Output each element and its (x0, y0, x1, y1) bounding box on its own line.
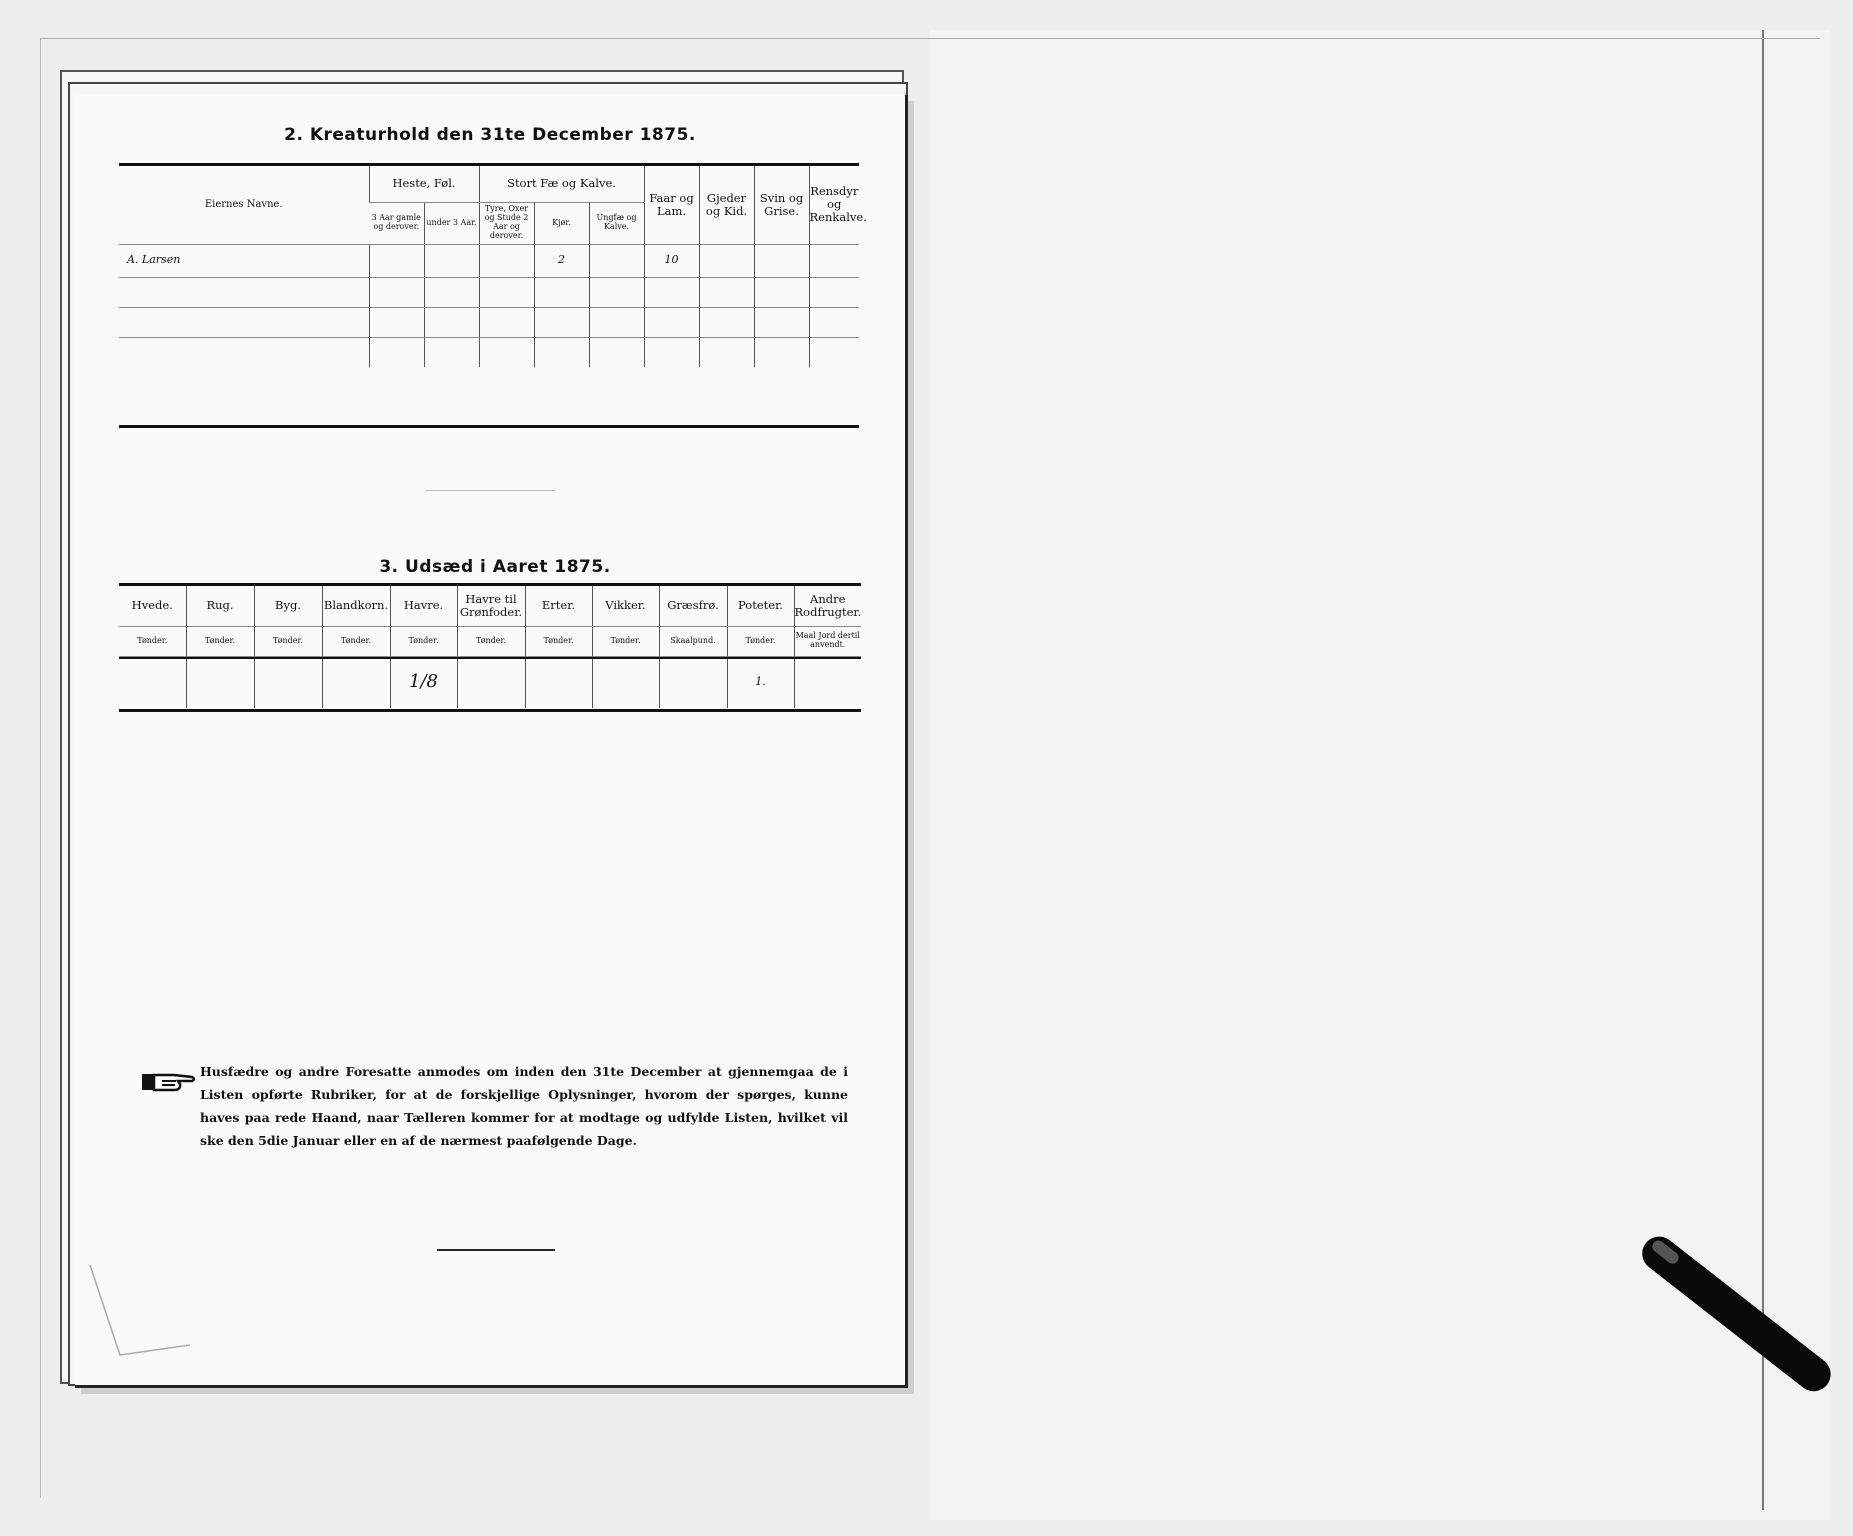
crop-header-7: Vikker. (592, 586, 659, 626)
section-2-bottom-rule (119, 425, 859, 428)
owner-name-cell: A. Larsen (119, 244, 369, 277)
unit-8: Skaalpund. (659, 626, 727, 656)
closing-rule (437, 1249, 555, 1251)
cows-value-cell: 2 (534, 244, 589, 277)
sowing-header-row (119, 586, 861, 626)
unit-5: Tønder. (457, 626, 525, 656)
table-row (119, 244, 859, 277)
crop-header-2: Byg. (254, 586, 322, 626)
young-cattle-header: Ungfæ og Kalve. (589, 202, 644, 244)
unit-1: Tønder. (186, 626, 254, 656)
section-divider (425, 490, 555, 491)
folded-corner (85, 1260, 195, 1370)
bulls-oxen-header: Tyre, Oxer og Stude 2 Aar og derover. (479, 202, 534, 244)
pointing-hand-icon (140, 1068, 198, 1094)
crop-header-0: Hvede. (119, 586, 186, 626)
goats-header: Gjeder og Kid. (699, 166, 754, 244)
unit-10: Maal Jord dertil anvendt. (794, 626, 861, 656)
table-row (119, 337, 859, 367)
sowing-table (119, 586, 861, 708)
table-row (119, 277, 859, 307)
crop-header-3: Blandkorn. (322, 586, 390, 626)
sheep-header: Faar og Lam. (644, 166, 699, 244)
table-row (119, 307, 859, 337)
horses-3yr-header: 3 Aar gamle og derover. (369, 202, 424, 244)
section-3-bottom-rule (119, 709, 861, 712)
table-row (119, 656, 861, 708)
unit-3: Tønder. (322, 626, 390, 656)
unit-0: Tønder. (119, 626, 186, 656)
sheep-value-cell: 10 (644, 244, 699, 277)
form-page (75, 95, 908, 1388)
scan-edge-line (40, 38, 41, 1498)
scan-top-line (40, 38, 1820, 39)
crop-header-6: Erter. (525, 586, 592, 626)
pigs-header: Svin og Grise. (754, 166, 809, 244)
crop-header-9: Poteter. (727, 586, 794, 626)
owner-names-header: Eiernes Navne. (119, 166, 369, 244)
horses-under-3yr-header: under 3 Aar. (424, 202, 479, 244)
sowing-unit-row (119, 626, 861, 656)
crop-header-4: Havre. (390, 586, 457, 626)
unit-6: Tønder. (525, 626, 592, 656)
potatoes-value-cell: 1. (727, 656, 794, 708)
crop-header-8: Græsfrø. (659, 586, 727, 626)
cattle-group-header: Stort Fæ og Kalve. (479, 166, 644, 202)
oats-value-cell: 1/8 (390, 656, 457, 708)
horses-group-header: Heste, Føl. (369, 166, 479, 202)
unit-2: Tønder. (254, 626, 322, 656)
page-edge-line (1762, 30, 1764, 1510)
notice-text: Husfædre og andre Foresatte anmodes om inden den 31te December at gjennemgaa de i Listen opførte Rubriker, for at de forskjellige Oplysninger, hvorom der spørges, kunne haves paa rede Haand, naar Tælleren kommer for at modtage og udfylde Listen, hvilket vil ske den 5die Januar eller en af de nærmest paafølgende Dage. (200, 1064, 848, 1148)
livestock-table (119, 166, 867, 367)
cows-header: Kjør. (534, 202, 589, 244)
unit-9: Tønder. (727, 626, 794, 656)
reindeer-header: Rensdyr og Renkalve. (809, 166, 859, 244)
unit-7: Tønder. (592, 626, 659, 656)
crop-header-10: Andre Rodfrugter. (794, 586, 861, 626)
crop-header-5: Havre til Grønfoder. (457, 586, 525, 626)
section-3-unit-rule (119, 657, 861, 659)
crop-header-1: Rug. (186, 586, 254, 626)
unit-4: Tønder. (390, 626, 457, 656)
section-2-title: 2. Kreaturhold den 31te December 1875. (284, 125, 696, 145)
section-3-title: 3. Udsæd i Aaret 1875. (379, 557, 611, 577)
